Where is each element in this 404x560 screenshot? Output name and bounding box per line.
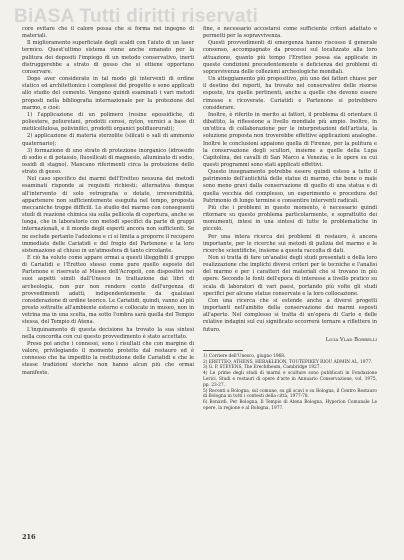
paragraph: Inoltre, è riferito in merito ai fattori, il problema di orientare il dibattito, la riflessione a livello mondiale più ampio. Inoltre, in un'ottica di collaborazione per le interpretazioni dell'artista, la soluzione proposta non troverebbe effettive applicazioni analoghe. Inoltre le conclusioni appaiono quella di Firenze, per la pulitura e la conservazione degli scultori, insieme a quelle della Lupa Capitolina, dei cavalli di San Marco a Venezia; e le opere su cui questi programmi sono stati applicati effettivi. — [203, 111, 377, 168]
author-signature: Licia Vlad Borrelli — [325, 336, 377, 343]
footnotes — [203, 354, 377, 412]
footnote: 3) G. P. STEVENS, The Erechtheum, Cambridge 1927. — [203, 365, 321, 371]
paragraph: Dopo aver considerato in tal modo gli interventi di ordine statico ed architettonico i complessi del progetto e sono applicati allo studio del cemento. Vengono quindi esaminati i vari metodi proposti nella bibliografia internazionale per la protezione del marmo, e cioè: — [22, 76, 194, 111]
paragraph: Un atteggiamento più propositivo, più uno dei fattori chiave per il destino dei reperti, ha trovato nel conservativo delle risorse esposte, tra quelle pertinenti, anche a quelle che devono essere rimosse e ricoverate. Cariatidi e Partenone si potrebbero considerare. — [203, 76, 377, 111]
paragraph: Questi provvedimenti di emergenza hanno riscosso il generale consenso, accompagnato da processi sul localizzato alla loro attuazione, quanto più tempo l'Eretteo possa sia applicate in queste condizioni precedentemente e deficienza dei problemi di sopravvivenza delle collezioni archeologiche mondiali. — [203, 40, 377, 75]
paragraph: 2) applicazione di materia sterzolite (silicati o sali di ammonio quaternario); — [22, 133, 194, 147]
paragraph: core evitare che il calore possa che si forma nei ingegno di materiali. — [22, 26, 194, 40]
paragraph: Più che i problemi in questo momento, è necessario quindi ritornare su questo problema particolarmente, e soprattutto dei monumenti, intesi in una sintesi di tutte le problematiche in piccolo. — [203, 204, 377, 233]
paragraph: 1) l'applicazione di un polimero (resine epossidiche, di poliestere, poliuretani, prodotti cerosi, nylon, vernici a base di metilcellulosa, polivinilici, prodotti organici polifluorurati); — [22, 111, 194, 133]
footnote: 1) Corriere dell'Unesco, giugno 1968. — [203, 353, 286, 359]
paragraph: E ciò ha voluto come appare ormai a questi illeggibili il gruppo di Cariatidi e l'Eretteo stesso come pure quello esposto del Partenone e riservato al Museo dell'Acropoli, con dispositivi nei suoi aspetti simili dall'Unesco in trattazione dai libri di archeologia, non pur non rendere conto dell'urgenza di provvedimenti adatti, indipendentemente da qualsiasi considerazione di ordine teorico. Le Cariatidi, quindi, vanno al più presto sottratte all'ambiente esterno e collocate in museo, non in vetrina ma in una scelta, ma sotto l'ombra sarà quella del Tempio stessa, del Tempio di Atena. — [22, 255, 194, 326]
left-column — [22, 26, 194, 377]
paragraph: Preso poi anche i connessi, sono i risultati che con margine di valore, privilegiando il momento protetto dal restauro ed è connesso che ha impedito la restituzione delle Cariatidi e che le stesse tradizioni storiche non hanno alcun più che ormai manifeste. — [22, 340, 194, 376]
right-column — [203, 26, 377, 412]
paragraph: L'inquinamento di questa decisione ha trovato la sua sintesi nella concordia con cui questo provvedimento è stato accettato. — [22, 326, 194, 340]
paragraph: Nel caso specifico dei marmi dell'Eretteo nessuna dei metodi esaminati risponde ai requisiti richiesti; alternativa dunque all'intervento di solo vetrografia o dotate, irreversibilità, appartenere non sufficientemente eseguita nel tempo, proposta meccaniche troppe difficili. Lo studio del marmo con conseguenti studi di reazione chimica sia sulla pellicola di copertura, anche se lunga, che in laboratorio con metodi specifici da parte di gruppi internazionali, e il mondo degli esperti ancora non sufficienti. Se ne esclude pertanto l'adozione e ci si limita a proporre il recupero immediato delle Cariatidi e del fregio del Partenone e la loro sistemazione al chiuso in un'atmosfera di tanto circolante. — [22, 176, 194, 254]
footnote: 6) Bonardi, Per Bologna, Il Tempio di Atena Bologna, Hyperion Comunale Le opere, la regione e al Bologna, 1977. — [203, 400, 377, 412]
watermark: BiASA Tutti diritti riservati — [14, 6, 259, 27]
paragraph: 3) formazione di uno strato di protezione inorganico (idrossido di sodio e di potassio, fluosilicati di magnesio, alluminato di sodio, ossidi di stagno). Mancano riferimenti circa la protezione dello strato di gesso. — [22, 147, 194, 176]
paragraph: Con una ricerca che si estende anche a diversi progetti importanti nell'ambito della conservazione dei marmi esposti all'aperto. Nel complesso si tratta di un'opera di Carlo e delle relative indagini sul cui significato occorrerà tornare a riflettere in futuro. — [203, 297, 377, 333]
paragraph: Non si tratta di fare un'analisi degli studi presentati e della loro realizzazione che implichi diversi criteri per le tecniche e l'analisi del marmo e per i caratteri dei materiali che si trovano in più opere. Secondo le fonti dell'epoca di interesse a livello pratico su scala di laboratori di vari paesi, portando più volte gli studi specifici per alcune statue conservate e la loro collocazione. — [203, 255, 377, 297]
paragraph: Questo insegnamento potrebbe essere quindi esteso a tutto il patrimonio dell'antichità delle statue di marmo, che bene o male sono meno gravi dalla conservazione di quello di una statua e di quella vecchia del complesso, un esperimento e procedura del Patrimonio di lungo termine e consentire interventi radicali. — [203, 169, 377, 204]
paragraph: fine, e necessario accostarsi come sufficiente criteri adattato e permetti per la sopravvivenza. — [203, 26, 377, 40]
paragraph: Il miglioramento superficiale degli scaldi con l'aiuto di un laser termico. Quest'ultimo sistema viene anche emanato per la pulitura dei depositi l'impiego di un metodo conservativo, inerti distruggerebbe a strato di gesso che si ottiene opportuno conservare. — [22, 40, 194, 75]
footnote: 4) Le prime degli studi di marmi e sculture sono pubblicati in Fondazione Lerici, Studi e restauri di opere d'arte in Annuario Conservazione, vol. 1975, pp. 23-27. — [203, 371, 377, 388]
footnote-divider — [203, 350, 243, 351]
footnote: 2) ERETTEO, ATHENS, HERAKLEION, TOUTEPIKEY RIOU ADMIN AL, 1977. — [203, 359, 373, 365]
footnote: 5) Recenti a Bologna, sul comune, su gli scavi e su Bologna, il Centro Restauro di Bologna in tutti i contesti della città, 1977-78. — [203, 388, 377, 400]
paragraph: Per una intera ricerca dei problemi di restauro, è ancora importante, per le ricerche sui metodi di pulizia del marmo e le ricerche scientifiche, insieme a questa raccolta di dati. — [203, 233, 377, 254]
page-number: 216 — [22, 533, 36, 541]
